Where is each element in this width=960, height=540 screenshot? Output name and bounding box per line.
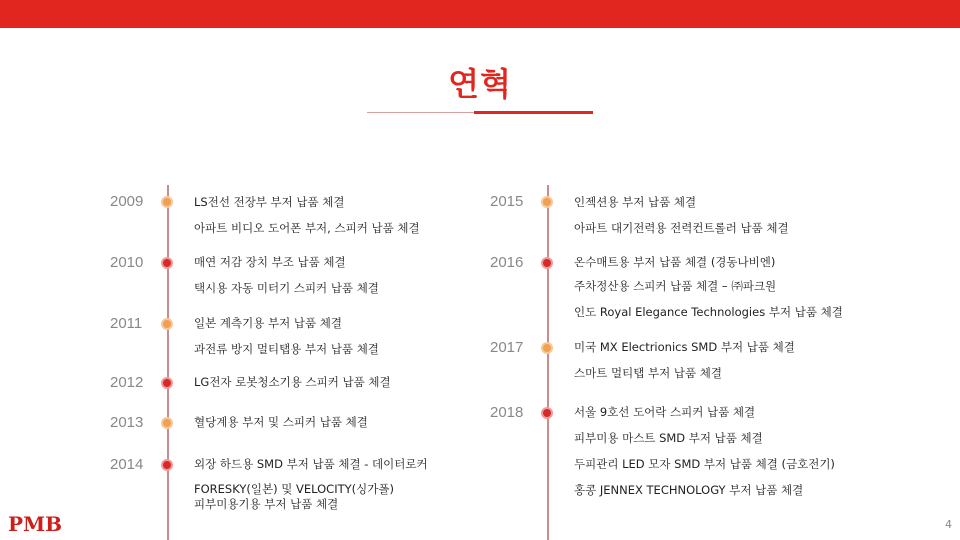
history-item: 일본 계측기용 부저 납품 체결 — [194, 316, 342, 330]
history-item: 인젝션용 부저 납품 체결 — [574, 195, 697, 209]
year-label: 2011 — [110, 315, 143, 332]
year-label: 2012 — [110, 374, 144, 391]
timeline-dot — [161, 257, 173, 269]
history-item: 아파트 비디오 도어폰 부저, 스피커 납품 체결 — [194, 221, 420, 235]
history-item: 홍콩 JENNEX TECHNOLOGY 부저 납품 체결 — [574, 483, 804, 497]
year-label: 2016 — [490, 254, 524, 271]
history-item: 외장 하드용 SMD 부저 납품 체결 - 데이터로커 — [194, 457, 428, 471]
year-label: 2015 — [490, 193, 524, 210]
timeline-left — [110, 185, 550, 540]
history-item: 인도 Royal Elegance Technologies 부저 납품 체결 — [574, 305, 843, 319]
history-item: 미국 MX Electrionics SMD 부저 납품 체결 — [574, 340, 795, 354]
history-item: 피부미용기용 부저 납품 체결 — [194, 497, 339, 511]
title-underline-accent — [474, 111, 593, 114]
timeline-dot — [541, 257, 553, 269]
history-item: 주차정산용 스피커 납품 체결 – ㈜파크원 — [574, 279, 777, 293]
year-label: 2018 — [490, 404, 524, 421]
timeline-right — [490, 185, 930, 540]
timeline-dot — [161, 459, 173, 471]
top-banner — [0, 0, 960, 28]
timeline-dot — [161, 318, 173, 330]
year-label: 2014 — [110, 456, 144, 473]
company-logo: PMB — [8, 512, 63, 536]
page-title: 연혁 — [448, 65, 512, 103]
year-label: 2017 — [490, 339, 524, 356]
history-item: 두피관리 LED 모자 SMD 부저 납품 체결 (금호전기) — [574, 457, 835, 471]
timeline-line — [167, 185, 169, 540]
history-item: 혈당계용 부저 및 스피커 납품 체결 — [194, 415, 368, 429]
timeline-line — [547, 185, 549, 540]
timeline-dot — [161, 377, 173, 389]
timeline-dot — [161, 196, 173, 208]
history-item: 스마트 멀티탭 부저 납품 체결 — [574, 366, 722, 380]
history-item: 피부미용 마스트 SMD 부저 납품 체결 — [574, 431, 763, 445]
history-item: 서울 9호선 도어락 스피커 납품 체결 — [574, 405, 756, 419]
history-item: LS전선 전장부 부저 납품 체결 — [194, 195, 345, 209]
history-item: LG전자 로봇청소기용 스피커 납품 체결 — [194, 375, 391, 389]
history-item: FORESKY(일본) 및 VELOCITY(싱가폴) — [194, 482, 394, 496]
timeline-dot — [541, 407, 553, 419]
timeline-dot — [541, 342, 553, 354]
history-item: 과전류 방지 멀티탭용 부저 납품 체결 — [194, 342, 379, 356]
history-item: 아파트 대기전력용 전력컨트롤러 납품 체결 — [574, 221, 789, 235]
history-item: 택시용 자동 미터기 스피커 납품 체결 — [194, 281, 379, 295]
year-label: 2013 — [110, 414, 144, 431]
history-item: 온수매트용 부저 납품 체결 (경동나비엔) — [574, 255, 776, 269]
year-label: 2010 — [110, 254, 144, 271]
history-item: 매연 저감 장치 부조 납품 체결 — [194, 255, 346, 269]
page-number: 4 — [945, 518, 952, 531]
timeline-dot — [161, 417, 173, 429]
timeline-dot — [541, 196, 553, 208]
year-label: 2009 — [110, 193, 144, 210]
